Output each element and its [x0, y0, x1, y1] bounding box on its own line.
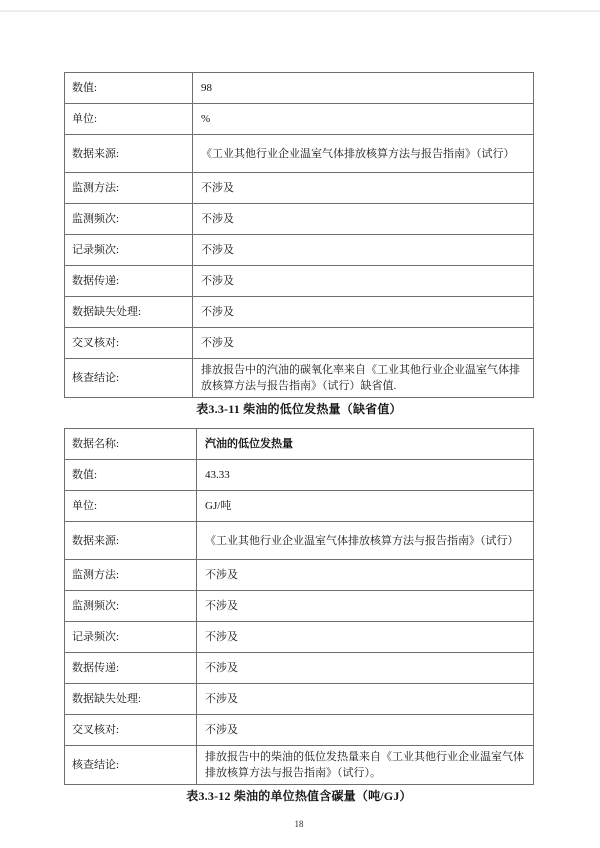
row-label: 数据名称: [65, 429, 197, 459]
row-label: 核查结论: [65, 746, 197, 784]
row-value: 不涉及 [197, 622, 534, 652]
document-body [64, 72, 534, 829]
table-row-conclusion [65, 746, 534, 785]
table-row [65, 460, 534, 491]
row-label: 记录频次: [65, 622, 197, 652]
row-value: % [193, 104, 534, 134]
page-number: 18 [294, 819, 304, 829]
table-caption-1: 表3.3-11 柴油的低位发热量（缺省值） [196, 402, 402, 416]
table-row [65, 173, 534, 204]
row-label: 交叉核对: [65, 715, 197, 745]
row-value: 不涉及 [193, 235, 534, 265]
row-label: 数据传递: [65, 266, 193, 296]
table-row [65, 204, 534, 235]
table-row [65, 135, 534, 173]
row-label: 交叉核对: [65, 328, 193, 358]
table-row [65, 491, 534, 522]
table-row [65, 522, 534, 560]
table-row-conclusion [65, 359, 534, 398]
row-label: 记录频次: [65, 235, 193, 265]
row-label: 数据缺失处理: [65, 297, 193, 327]
row-value: 不涉及 [193, 297, 534, 327]
row-value: 不涉及 [193, 266, 534, 296]
table-row [65, 235, 534, 266]
row-label: 核查结论: [65, 359, 193, 397]
verification-table-heating-value [64, 428, 534, 785]
row-label: 监测方法: [65, 173, 193, 203]
row-label: 数据传递: [65, 653, 197, 683]
table-row [65, 73, 534, 104]
table-caption-2: 表3.3-12 柴油的单位热值含碳量（吨/GJ） [186, 789, 412, 803]
table-row [65, 328, 534, 359]
row-value: 《工业其他行业企业温室气体排放核算方法与报告指南》（试行） [193, 135, 534, 172]
row-value: 排放报告中的汽油的碳氧化率来自《工业其他行业企业温室气体排放核算方法与报告指南》（试行）缺省值. [193, 359, 534, 397]
row-value: 不涉及 [193, 328, 534, 358]
table-row [65, 684, 534, 715]
row-value: 43.33 [197, 460, 534, 490]
row-label: 数据缺失处理: [65, 684, 197, 714]
row-label: 数值: [65, 73, 193, 103]
table-row [65, 429, 534, 460]
table-row [65, 560, 534, 591]
row-label: 单位: [65, 104, 193, 134]
row-label: 单位: [65, 491, 197, 521]
row-value: 98 [193, 73, 534, 103]
row-value: 不涉及 [197, 591, 534, 621]
row-value: 不涉及 [197, 715, 534, 745]
row-value: 汽油的低位发热量 [197, 429, 534, 459]
row-value: 不涉及 [197, 653, 534, 683]
table-row [65, 297, 534, 328]
table-row [65, 591, 534, 622]
table-row [65, 715, 534, 746]
row-value: 不涉及 [197, 560, 534, 590]
verification-table-gasoline-oxidation [64, 72, 534, 398]
table-row [65, 266, 534, 297]
table-row [65, 653, 534, 684]
row-label: 监测频次: [65, 204, 193, 234]
page-top-edge [0, 10, 600, 12]
row-label: 数值: [65, 460, 197, 490]
row-label: 数据来源: [65, 135, 193, 172]
row-label: 监测方法: [65, 560, 197, 590]
row-value: 不涉及 [197, 684, 534, 714]
row-value: GJ/吨 [197, 491, 534, 521]
row-value: 不涉及 [193, 173, 534, 203]
row-value: 《工业其他行业企业温室气体排放核算方法与报告指南》（试行） [197, 522, 534, 559]
table-row [65, 622, 534, 653]
row-label: 数据来源: [65, 522, 197, 559]
row-label: 监测频次: [65, 591, 197, 621]
row-value: 不涉及 [193, 204, 534, 234]
row-value: 排放报告中的柴油的低位发热量来自《工业其他行业企业温室气体排放核算方法与报告指南》（试行）。 [197, 746, 534, 784]
table-row [65, 104, 534, 135]
